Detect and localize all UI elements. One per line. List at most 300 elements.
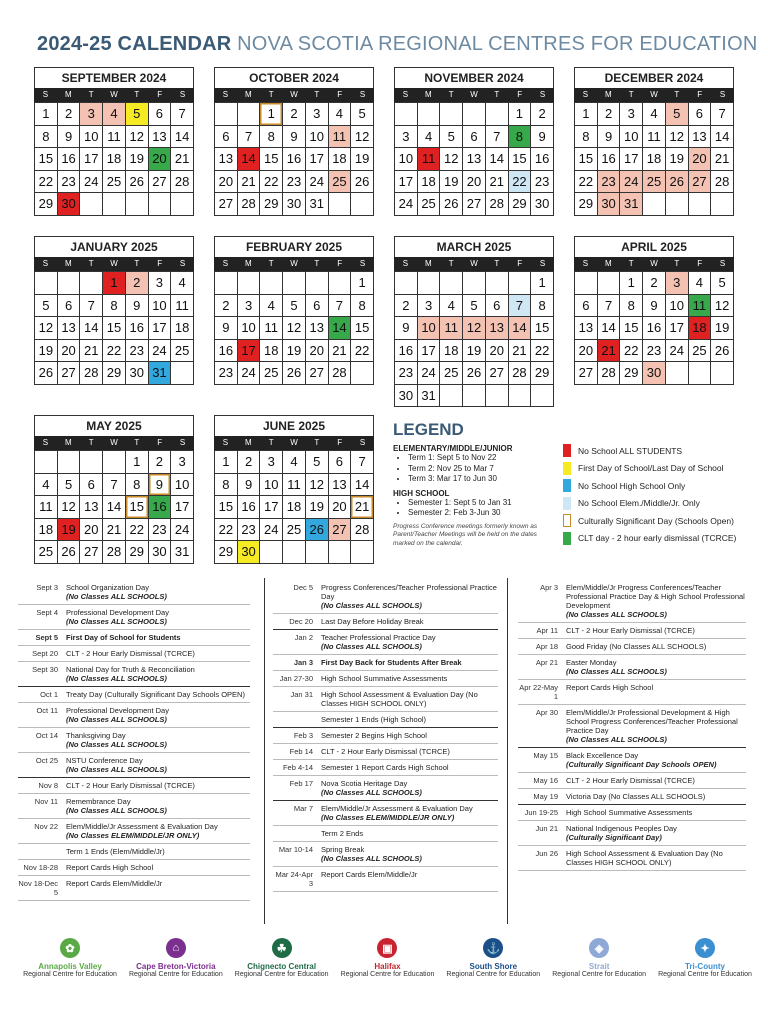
event-date: Mar 10-14 <box>278 845 313 854</box>
legend-keys <box>563 442 748 547</box>
day-cell: 30 <box>598 193 621 216</box>
event-note: (No Classes ALL SCHOOLS) <box>321 601 422 610</box>
day-cell: 20 <box>689 148 712 171</box>
anchor-icon: ⚓ <box>483 938 503 958</box>
weekday-label: T <box>88 438 94 447</box>
weekday-label: W <box>110 438 118 447</box>
event-text <box>566 708 746 744</box>
weekday-label: S <box>719 259 726 268</box>
empty-cell <box>58 451 81 474</box>
day-grid <box>574 102 734 216</box>
column-divider <box>507 578 508 924</box>
empty-cell <box>329 272 352 295</box>
empty-cell <box>306 272 329 295</box>
legend-hs-heading: HIGH SCHOOL <box>393 488 450 498</box>
day-cell: 29 <box>531 362 554 385</box>
day-cell: 13 <box>80 496 103 519</box>
event-title: High School Assessment & Evaluation Day (No Classes HIGH SCHOOL ONLY) <box>566 849 723 867</box>
legend <box>393 420 743 548</box>
event-row <box>273 867 498 892</box>
legend-swatch <box>563 514 571 527</box>
day-cell: 25 <box>329 171 352 194</box>
day-cell: 10 <box>238 317 261 340</box>
day-cell: 24 <box>260 519 283 542</box>
day-cell: 17 <box>260 496 283 519</box>
day-cell: 11 <box>440 317 463 340</box>
people-icon: ☘ <box>272 938 292 958</box>
day-cell: 7 <box>329 295 352 318</box>
day-cell: 6 <box>689 103 712 126</box>
day-cell: 7 <box>238 126 261 149</box>
event-text <box>321 763 498 772</box>
day-cell: 11 <box>329 126 352 149</box>
empty-cell <box>711 362 734 385</box>
logo-name: Cape Breton-Victoria <box>136 962 216 971</box>
day-cell: 1 <box>620 272 643 295</box>
empty-cell <box>351 362 374 385</box>
weekday-label: S <box>582 259 589 268</box>
day-cell: 22 <box>215 519 238 542</box>
weekday-label: T <box>628 90 634 99</box>
day-cell: 3 <box>149 272 172 295</box>
weekday-header <box>394 88 554 102</box>
day-cell: 28 <box>351 519 374 542</box>
day-cell: 21 <box>329 340 352 363</box>
weekday-label: S <box>42 90 49 99</box>
event-text <box>66 756 250 774</box>
day-cell: 11 <box>689 295 712 318</box>
day-cell: 14 <box>238 148 261 171</box>
day-cell: 10 <box>306 126 329 149</box>
day-grid <box>394 102 554 216</box>
day-cell: 15 <box>575 148 598 171</box>
day-cell: 17 <box>80 148 103 171</box>
event-text <box>66 633 250 642</box>
empty-cell <box>126 193 149 216</box>
event-row <box>18 819 250 844</box>
event-date: Apr 22-May 1 <box>519 683 558 701</box>
day-cell: 23 <box>149 519 172 542</box>
day-cell: 23 <box>238 519 261 542</box>
event-note: (No Classes ALL SCHOOLS) <box>566 667 667 676</box>
day-cell: 10 <box>171 474 194 497</box>
event-row <box>273 826 498 842</box>
event-note: (No Classes ALL SCHOOLS) <box>321 788 422 797</box>
weekday-label: M <box>604 90 612 99</box>
event-text <box>321 829 498 838</box>
events-column-3 <box>518 580 746 871</box>
day-cell: 12 <box>711 295 734 318</box>
event-row <box>518 580 746 623</box>
event-text <box>566 658 746 676</box>
empty-cell <box>689 362 712 385</box>
logo-subtitle: Regional Centre for Education <box>658 971 752 978</box>
event-text <box>66 608 250 626</box>
day-cell: 3 <box>666 272 689 295</box>
weekday-label: T <box>268 90 274 99</box>
day-cell: 24 <box>395 193 418 216</box>
legend-key-label: CLT day - 2 hour early dismissal (TCRCE) <box>578 533 737 544</box>
legend-key-label: No School Elem./Middle/Jr. Only <box>578 498 700 509</box>
weekday-label: T <box>268 438 274 447</box>
day-cell: 28 <box>711 171 734 194</box>
event-date <box>273 829 321 838</box>
event-row <box>18 687 250 703</box>
weekday-label: W <box>110 259 118 268</box>
day-cell: 27 <box>306 362 329 385</box>
day-cell: 13 <box>689 126 712 149</box>
day-cell: 20 <box>58 340 81 363</box>
event-date: Nov 22 <box>34 822 58 831</box>
day-cell: 23 <box>58 171 81 194</box>
day-cell: 11 <box>103 126 126 149</box>
event-row <box>273 801 498 826</box>
month-name: MAY 2025 <box>34 415 194 436</box>
event-row <box>273 728 498 744</box>
regional-centre-logo <box>337 938 437 978</box>
day-cell: 12 <box>351 126 374 149</box>
event-title: CLT - 2 Hour Early Dismissal (TCRCE) <box>566 626 695 635</box>
event-row <box>273 842 498 867</box>
empty-cell <box>643 193 666 216</box>
empty-cell <box>666 193 689 216</box>
day-cell: 6 <box>575 295 598 318</box>
day-cell: 24 <box>149 340 172 363</box>
day-cell: 23 <box>215 362 238 385</box>
event-row <box>18 728 250 753</box>
event-note: (No Classes ALL SCHOOLS) <box>566 610 667 619</box>
event-row <box>18 605 250 630</box>
day-cell: 10 <box>260 474 283 497</box>
weekday-label: W <box>650 90 658 99</box>
day-cell: 26 <box>440 193 463 216</box>
month-calendar <box>574 67 734 216</box>
day-cell: 22 <box>531 340 554 363</box>
event-title: Spring Break <box>321 845 365 854</box>
event-text <box>66 781 250 790</box>
month-name: SEPTEMBER 2024 <box>34 67 194 88</box>
weekday-label: S <box>222 259 229 268</box>
event-text <box>321 617 498 626</box>
weekday-label: T <box>268 259 274 268</box>
day-cell: 10 <box>395 148 418 171</box>
day-cell: 1 <box>35 103 58 126</box>
day-cell: 20 <box>463 171 486 194</box>
day-cell: 2 <box>149 451 172 474</box>
event-text <box>66 706 250 724</box>
day-cell: 7 <box>711 103 734 126</box>
day-cell: 3 <box>306 103 329 126</box>
day-cell: 17 <box>620 148 643 171</box>
day-cell: 24 <box>306 171 329 194</box>
event-title: CLT - 2 Hour Early Dismissal (TCRCE) <box>321 747 450 756</box>
event-text <box>321 731 498 740</box>
empty-cell <box>440 103 463 126</box>
weekday-label: S <box>402 90 409 99</box>
day-cell: 10 <box>666 295 689 318</box>
day-cell: 13 <box>58 317 81 340</box>
month-name: NOVEMBER 2024 <box>394 67 554 88</box>
event-text <box>66 879 250 897</box>
legend-key <box>563 530 748 548</box>
weekday-label: W <box>290 438 298 447</box>
event-date: Apr 21 <box>535 658 558 667</box>
event-note: (No Classes ELEM/MIDDLE/JR ONLY) <box>321 813 455 822</box>
weekday-label: T <box>134 438 140 447</box>
legend-semester: • Semester 1: Sept 5 to Jan 31 <box>408 498 558 509</box>
logo-name: South Shore <box>469 962 518 971</box>
day-cell: 8 <box>575 126 598 149</box>
day-cell: 19 <box>283 340 306 363</box>
day-cell: 20 <box>575 340 598 363</box>
day-cell: 19 <box>351 148 374 171</box>
event-row <box>273 580 498 614</box>
weekday-label: T <box>674 259 680 268</box>
day-cell: 5 <box>351 103 374 126</box>
event-date: Sept 5 <box>35 633 58 642</box>
weekday-label: T <box>88 259 94 268</box>
day-cell: 28 <box>509 362 532 385</box>
day-cell: 22 <box>35 171 58 194</box>
empty-cell <box>80 193 103 216</box>
event-text <box>566 849 746 867</box>
weekday-label: T <box>314 259 320 268</box>
empty-cell <box>711 193 734 216</box>
empty-cell <box>440 385 463 408</box>
weekday-label: F <box>157 90 163 99</box>
empty-cell <box>395 103 418 126</box>
event-row <box>18 753 250 778</box>
legend-swatch <box>563 444 571 457</box>
day-grid <box>394 271 554 407</box>
day-cell: 8 <box>35 126 58 149</box>
event-row <box>518 639 746 655</box>
event-text <box>321 674 498 683</box>
weekday-label: T <box>314 90 320 99</box>
day-grid <box>214 271 374 385</box>
weekday-header <box>34 436 194 450</box>
weekday-label: T <box>448 90 454 99</box>
legend-note: Progress Conference meetings formerly known as Parent/Teacher Meetings will be held on the dates marked on the calendar. <box>393 522 538 547</box>
event-title: CLT - 2 Hour Early Dismissal (TCRCE) <box>566 776 695 785</box>
logo-name: Tri-County <box>684 962 725 971</box>
day-cell: 17 <box>238 340 261 363</box>
empty-cell <box>486 385 509 408</box>
day-cell: 2 <box>58 103 81 126</box>
event-text <box>66 822 250 840</box>
day-cell: 4 <box>329 103 352 126</box>
day-cell: 24 <box>620 171 643 194</box>
day-cell: 21 <box>509 340 532 363</box>
event-note: (Culturally Significant Day Schools OPEN) <box>566 760 717 769</box>
day-cell: 1 <box>575 103 598 126</box>
event-date: Feb 14 <box>289 747 313 756</box>
weekday-label: W <box>650 259 658 268</box>
empty-cell <box>329 541 352 564</box>
month-calendar <box>394 236 554 407</box>
day-cell: 14 <box>598 317 621 340</box>
weekday-label: T <box>88 90 94 99</box>
event-title: Semester 1 Ends (High School) <box>321 715 427 724</box>
event-date: Sept 3 <box>36 583 58 592</box>
weekday-label: M <box>64 259 72 268</box>
day-cell: 31 <box>620 193 643 216</box>
event-row <box>273 776 498 801</box>
day-cell: 6 <box>486 295 509 318</box>
empty-cell <box>351 541 374 564</box>
day-cell: 18 <box>171 317 194 340</box>
day-cell: 22 <box>351 340 374 363</box>
event-title: High School Summative Assessments <box>566 808 693 817</box>
day-cell: 24 <box>418 362 441 385</box>
day-cell: 11 <box>260 317 283 340</box>
empty-cell <box>463 272 486 295</box>
day-cell: 23 <box>126 340 149 363</box>
event-title: Good Friday (No Classes ALL SCHOOLS) <box>566 642 707 651</box>
day-cell: 30 <box>58 193 81 216</box>
regional-centre-logo <box>126 938 226 978</box>
day-cell: 2 <box>395 295 418 318</box>
day-cell: 27 <box>486 362 509 385</box>
day-cell: 25 <box>171 340 194 363</box>
event-title: Elem/Middle/Jr Progress Conferences/Teacher Professional Practice Day & High School Professional Development <box>566 583 745 610</box>
event-date <box>273 715 321 724</box>
figure-icon: ✦ <box>695 938 715 958</box>
event-title: Elem/Middle/Jr Assessment & Evaluation Day <box>66 822 218 831</box>
event-date: Sept 20 <box>32 649 58 658</box>
logo-subtitle: Regional Centre for Education <box>552 971 647 978</box>
day-cell: 9 <box>395 317 418 340</box>
empty-cell <box>509 385 532 408</box>
day-cell: 11 <box>35 496 58 519</box>
event-row <box>273 744 498 760</box>
empty-cell <box>509 272 532 295</box>
day-cell: 5 <box>711 272 734 295</box>
day-cell: 30 <box>149 541 172 564</box>
event-text <box>321 804 498 822</box>
day-cell: 12 <box>666 126 689 149</box>
legend-swatch <box>563 462 571 475</box>
empty-cell <box>171 193 194 216</box>
event-title: Professional Development Day <box>66 608 169 617</box>
day-grid <box>214 102 374 216</box>
event-row <box>273 655 498 671</box>
day-cell: 27 <box>575 362 598 385</box>
day-cell: 30 <box>283 193 306 216</box>
event-date: Jun 19-25 <box>524 808 558 817</box>
legend-term: • Term 2: Nov 25 to Mar 7 <box>408 464 558 475</box>
day-cell: 18 <box>689 317 712 340</box>
day-cell: 10 <box>80 126 103 149</box>
day-cell: 15 <box>215 496 238 519</box>
day-cell: 3 <box>171 451 194 474</box>
regional-centre-logo <box>232 938 332 978</box>
day-cell: 20 <box>149 148 172 171</box>
day-cell: 25 <box>283 519 306 542</box>
event-title: Thanksgiving Day <box>66 731 126 740</box>
event-row <box>18 662 250 687</box>
event-text <box>566 683 746 701</box>
empty-cell <box>486 103 509 126</box>
regional-centre-logo <box>443 938 543 978</box>
weekday-label: T <box>134 90 140 99</box>
empty-cell <box>35 451 58 474</box>
empty-cell <box>440 272 463 295</box>
day-cell: 1 <box>103 272 126 295</box>
month-name: FEBRUARY 2025 <box>214 236 374 257</box>
day-grid <box>574 271 734 385</box>
weekday-label: W <box>470 259 478 268</box>
day-cell: 9 <box>598 126 621 149</box>
day-cell: 9 <box>531 126 554 149</box>
day-cell: 14 <box>509 317 532 340</box>
day-cell: 7 <box>509 295 532 318</box>
event-date <box>18 847 66 856</box>
month-name: DECEMBER 2024 <box>574 67 734 88</box>
day-cell: 1 <box>126 451 149 474</box>
event-text <box>566 626 746 635</box>
month-calendar <box>34 67 194 216</box>
weekday-header <box>394 257 554 271</box>
empty-cell <box>58 272 81 295</box>
day-cell: 21 <box>103 519 126 542</box>
event-text <box>66 797 250 815</box>
event-text <box>566 751 746 769</box>
weekday-label: T <box>134 259 140 268</box>
event-note: (No Classes ELEM/MIDDLE/JR ONLY) <box>66 831 200 840</box>
event-title: Black Excellence Day <box>566 751 639 760</box>
event-date: Apr 3 <box>540 583 558 592</box>
day-cell: 13 <box>215 148 238 171</box>
day-cell: 30 <box>238 541 261 564</box>
event-row <box>18 703 250 728</box>
day-cell: 31 <box>149 362 172 385</box>
day-cell: 14 <box>486 148 509 171</box>
event-title: First Day of School for Students <box>66 633 181 642</box>
tree-icon: ✿ <box>60 938 80 958</box>
legend-key-label: No School ALL STUDENTS <box>578 445 683 456</box>
day-cell: 9 <box>643 295 666 318</box>
legend-elem-heading: ELEMENTARY/MIDDLE/JUNIOR <box>393 444 513 453</box>
legend-key-label: No School High School Only <box>578 480 686 491</box>
event-title: Easter Monday <box>566 658 617 667</box>
day-cell: 29 <box>215 541 238 564</box>
day-cell: 2 <box>531 103 554 126</box>
day-cell: 7 <box>486 126 509 149</box>
day-cell: 8 <box>509 126 532 149</box>
event-title: Semester 1 Report Cards High School <box>321 763 449 772</box>
day-cell: 28 <box>103 541 126 564</box>
day-cell: 11 <box>643 126 666 149</box>
day-cell: 12 <box>463 317 486 340</box>
day-cell: 19 <box>666 148 689 171</box>
event-text <box>66 690 250 699</box>
event-title: Semester 2 Begins High School <box>321 731 427 740</box>
event-title: Report Cards High School <box>66 863 154 872</box>
event-row <box>273 671 498 687</box>
weekday-label: M <box>64 438 72 447</box>
event-date: Feb 3 <box>293 731 313 740</box>
day-cell: 29 <box>575 193 598 216</box>
event-text <box>66 847 250 856</box>
day-cell: 20 <box>306 340 329 363</box>
event-row <box>18 778 250 794</box>
event-row <box>518 623 746 639</box>
day-cell: 22 <box>509 171 532 194</box>
page-title <box>37 33 757 56</box>
day-cell: 21 <box>80 340 103 363</box>
day-cell: 1 <box>351 272 374 295</box>
